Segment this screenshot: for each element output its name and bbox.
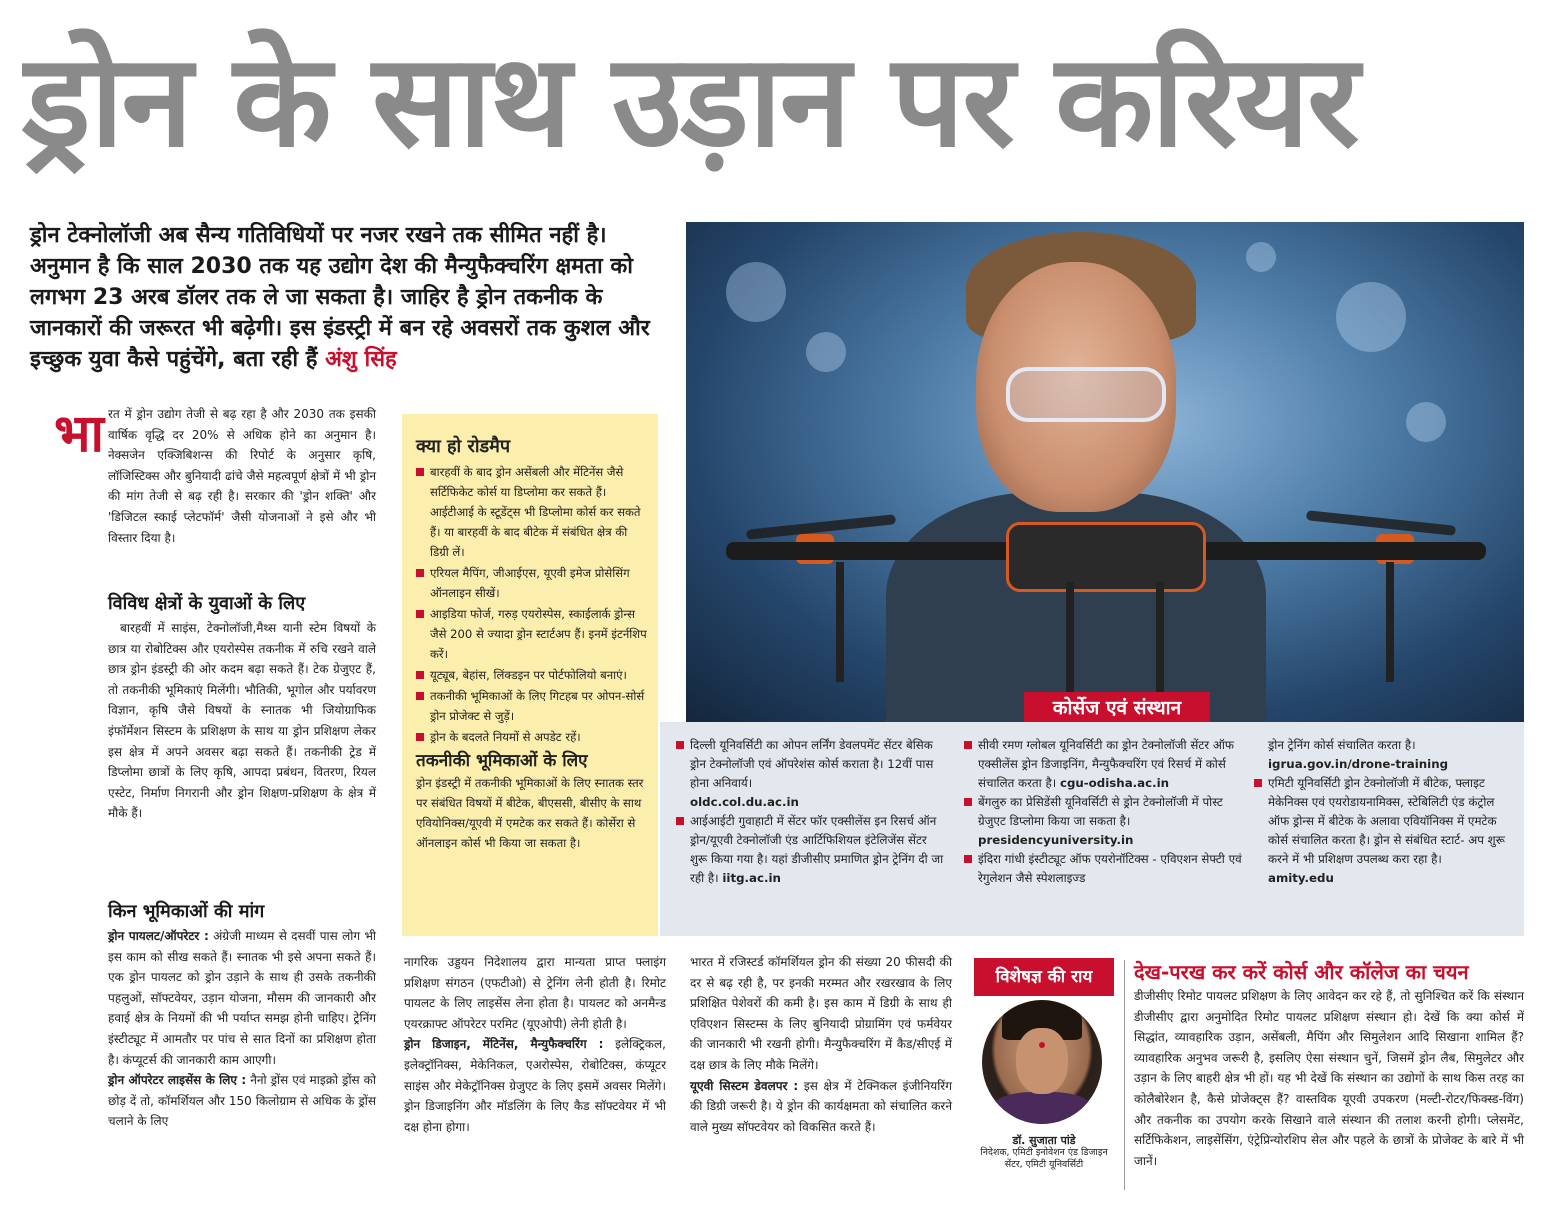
courses-col-2 xyxy=(964,736,1244,888)
uav-role-text: इस क्षेत्र में टेक्निकल इंजीनियरिंग की डिग्री जरूरी है। ये ड्रोन की कार्यक्षमता को संचालित करने वाले मुख्य सॉफ्टवेयर को विकसित करते हैं। xyxy=(690,1078,952,1134)
dropcap: भा xyxy=(54,404,105,464)
advice-title: देख-परख कर करें कोर्स और कॉलेज का चयन xyxy=(1134,960,1469,984)
roadmap-item: तकनीकी भूमिकाओं के लिए गिटहब पर ओपन-सोर्स ड्रोन प्रोजेक्ट से जुड़ें। xyxy=(416,686,648,726)
courses-box xyxy=(660,722,1524,936)
roadmap-box xyxy=(402,414,658,936)
bottom-column-2 xyxy=(404,952,666,1137)
role-pilot xyxy=(108,926,376,1070)
course-item xyxy=(1254,736,1516,774)
headline: ड्रोन के साथ उड़ान पर करियर xyxy=(22,27,1358,176)
courses-col-1 xyxy=(676,736,946,888)
course-url: amity.edu xyxy=(1268,871,1334,885)
section-roles xyxy=(108,898,376,1132)
advice-text: डीजीसीए रिमोट पायलट प्रशिक्षण के लिए आवेदन कर रहे हैं, तो सुनिश्चित करें कि संस्थान डीजीसीए द्वारा अनुमोदित रिमोट पायलट प्रशिक्षण संस्थान हो। देखें कि क्या कोर्स में सिद्धांत, व्यावहारिक उड़ान, असेंबली, मैपिंग और सिमुलेशन आदि सिखाना शामिल हैं? व्यावहारिक अनुभव जरूरी है, इसलिए ऐसा संस्थान चुनें, जिसमें ड्रोन लैब, सिमुलेटर और उड़ान के लिए बाहरी क्षेत्र भी हों। यह भी देखें कि संस्थान का उद्योगों के साथ किस तरह का कोलैबोरेशन है, कैसे प्रोजेक्ट्स हैं? वास्तविक यूएवी उपकरण (मल्टी-रोटर/फिक्स्ड-विंग) और तकनीक का उपयोग करके सिखाने वाले संस्थान की तलाश करनी होगी। प्लेसमेंट, सर्टिफिकेशन, लाइसेंसिंग, एंट्रेप्रिन्योरशिप सेल और पहले के छात्रों के प्रोजेक्ट के बारे में भी जानें। xyxy=(1134,989,1524,1168)
lead-paragraph xyxy=(108,404,376,548)
roadmap-title: क्या हो रोडमैप xyxy=(416,436,511,457)
bottom-column-3 xyxy=(690,952,952,1137)
bottom-col3-p2 xyxy=(690,1076,952,1138)
course-url: igrua.gov.in/drone-training xyxy=(1268,757,1449,771)
roadmap-item: ड्रोन के बदलते नियमों से अपडेट रहें। xyxy=(416,727,648,747)
divider xyxy=(1124,960,1125,1190)
bottom-col2-p2 xyxy=(404,1034,666,1137)
courses-col-3 xyxy=(1254,736,1516,888)
section-youth-text: बारहवीं में साइंस, टेक्नोलॉजी,मैथ्स यानी स्टेम विषयों के छात्र या रोबोटिक्स और एयरोस्पेस तकनीक में रुचि रखने वाले छात्र ड्रोन इंडस्ट्री की ओर कदम बढ़ा सकते हैं। टेक ग्रेजुएट हैं, तो तकनीकी भूमिकाएं मिलेंगी। भौतिकी, भूगोल और पर्यावरण विज्ञान, कृषि जैसे विषयों के स्नातक भी जियोग्राफिक इंफॉर्मेशन सिस्टम के प्रशिक्षण के साथ या ड्रोन प्रशिक्षण लेकर इस क्षेत्र में अपने अवसर बढ़ा सकते हैं। तकनीकी ट्रेड में डिप्लोमा छात्रों के लिए कृषि, आपदा प्रबंधन, वितरण, रियल एस्टेट, निर्माण निगरानी और ड्रोन शिक्षण-प्रशिक्षण के क्षेत्र में मौके हैं। xyxy=(108,621,376,821)
role-license-lead: ड्रोन ऑपरेटर लाइसेंस के लिए : xyxy=(108,1073,247,1088)
course-text: दिल्ली यूनिवर्सिटी का ओपन लर्निंग डेवलपमेंट सेंटर बेसिक ड्रोन टेक्नोलॉजी एवं ऑपरेशंस कोर्स कराता है। 12वीं पास होना अनिवार्य। xyxy=(690,738,934,790)
roadmap-item: एरियल मैपिंग, जीआईएस, यूएवी इमेज प्रोसेसिंग ऑनलाइन सीखें। xyxy=(416,563,648,603)
course-url: oldc.col.du.ac.in xyxy=(690,795,799,809)
role-license-text: नैनो ड्रोंस एवं माइक्रो ड्रोंस को छोड़ दें तो, कॉमर्शियल और 150 किलोग्राम से अधिक के ड्रोंस चलाने के लिए xyxy=(108,1073,376,1129)
roadmap-item: आइडिया फोर्ज, गरुड़ एयरोस्पेस, स्काईलार्क ड्रोन्स जैसे 200 से ज्यादा ड्रोन स्टार्टअप हैं। इनमें इंटर्नशिप करें। xyxy=(416,604,648,664)
design-role-lead: ड्रोन डिजाइन, मेंटिनेंस, मैन्युफैक्चरिंग : xyxy=(404,1037,604,1052)
expert-name: डॉ. सुजाता पांडे xyxy=(1012,1134,1076,1147)
intro-text: ड्रोन टेक्नोलॉजी अब सैन्य गतिविधियों पर नजर रखने तक सीमित नहीं है। अनुमान है कि साल 2030 तक यह उद्योग देश की मैन्युफैक्चरिंग क्षमता को लगभग 23 अरब डॉलर तक ले जा सकता है। जाहिर है ड्रोन तकनीक के जानकारों की जरूरत भी बढ़ेगी। इस इंडस्ट्री में बन रहे अवसरों तक कुशल और इच्छुक युवा कैसे पहुंचेंगे, बता रही हैं xyxy=(30,223,650,372)
role-pilot-text: अंग्रेजी माध्यम से दसवीं पास लोग भी इस काम को सीख सकते हैं। स्नातक भी इसे अपना सकते हैं। एक ड्रोन पायलट को ड्रोन उड़ाने के साथ ही उसके तकनीकी पहलुओं, सॉफ्टवेयर, उड़ान योजना, मौसम की जानकारी और हवाई क्षेत्र के नियमों की भी पर्याप्त समझ होनी चाहिए। ट्रेनिंग इंस्टीट्यूट में आमतौर पर पांच से सात दिनों का प्रशिक्षण होता है। कंप्यूटर्स की जानकारी काम आएगी। xyxy=(108,929,376,1067)
section-roles-title: किन भूमिकाओं की मांग xyxy=(108,901,265,922)
section-youth xyxy=(108,590,376,824)
course-item xyxy=(676,812,946,888)
course-item xyxy=(964,793,1244,850)
drone-photo xyxy=(686,222,1524,722)
roadmap-list xyxy=(416,462,648,747)
author-name: अंशु सिंह xyxy=(325,347,397,372)
design-role-text: इलेक्ट्रिकल, इलेक्ट्रॉनिक्स, मेकेनिकल, एअरोस्पेस, रोबोटिक्स, कंप्यूटर साइंस और मेकेट्रॉनिक्स ग्रेजुएट के लिए इसमें अवसर मिलेंगे। ड्रोन डिजाइनिंग और मॉडलिंग के लिए कैड सॉफ्टवेयर में भी दक्ष होना होगा। xyxy=(404,1037,666,1134)
course-url: iitg.ac.in xyxy=(722,871,781,885)
course-text: इंदिरा गांधी इंस्टीट्यूट ऑफ एयरोनॉटिक्स - एविएशन सेफ्टी एवं रेगुलेशन जैसे स्पेशलाइज्ड xyxy=(978,852,1242,885)
role-pilot-lead: ड्रोन पायलट/ऑपरेटर : xyxy=(108,929,209,943)
tech-roles-text: ड्रोन इंडस्ट्री में तकनीकी भूमिकाओं के लिए स्नातक स्तर पर संबंधित विषयों में बीटेक, बीएससी, बीसीए के साथ एवियोनिक्स/यूएवी में एमटेक कर सकते हैं। कोर्सेरा से ऑनलाइन कोर्स भी किया जा सकता है। xyxy=(416,776,644,850)
expert-designation: निदेशक, एमिटी इनोवेशन एंड डिजाइन सेंटर, एमिटी यूनिवर्सिटी xyxy=(980,1147,1108,1170)
course-item xyxy=(1254,774,1516,888)
course-text: आईआईटी गुवाहाटी में सेंटर फॉर एक्सीलेंस इन रिसर्च ऑन ड्रोन/यूएवी टेक्नोलॉजी एंड आर्टिफिशियल इंटेलिजेंस सेंटर शुरू किया गया है। यहां डीजीसीए प्रमाणित ड्रोन ट्रेनिंग दी जा रही है। xyxy=(690,814,944,885)
bottom-col2-p1: नागरिक उड्डयन निदेशालय द्वारा मान्यता प्राप्त फ्लाइंग प्रशिक्षण संगठन (एफटीओ) से ट्रेनिंग लेनी होती है। रिमोट पायलट के लिए लाइसेंस लेना होता है। पायलट को अनमैन्ड एयरक्राफ्ट ऑपरेटर परमिट (यूएओपी) लेनी होती है। xyxy=(404,955,666,1031)
roadmap-item: यूट्यूब, बेहांस, लिंक्डइन पर पोर्टफोलियो बनाएं। xyxy=(416,665,648,685)
course-url: cgu-odisha.ac.in xyxy=(1059,776,1170,790)
lead-text: रत में ड्रोन उद्योग तेजी से बढ़ रहा है और 2030 तक इसकी वार्षिक वृद्धि दर 20% से अधिक होने का अनुमान है। नेक्सजेन एक्जिबिशन्स की रिपोर्ट के अनुसार कृषि, लॉजिस्टिक्स और बुनियादी ढांचे जैसे महत्वपूर्ण क्षेत्रों में भी ड्रोन की मांग तेजी से बढ़ रही है। सरकार की 'ड्रोन शक्ति' और 'डिजिटल स्काई प्लेटफॉर्म' जैसी योजनाओं ने इसे और भी विस्तार दिया है। xyxy=(108,407,376,545)
uav-role-lead: यूएवी सिस्टम डेवलपर : xyxy=(690,1078,799,1093)
course-text: सीवी रमण ग्लोबल यूनिवर्सिटी का ड्रोन टेक्नोलॉजी सेंटर ऑफ एक्सीलेंस ड्रोन डिजाइनिंग, मैन्युफैक्चरिंग एवं रिसर्च में कोर्स संचालित करता है। xyxy=(978,738,1235,790)
course-text: ड्रोन ट्रेनिंग कोर्स संचालित करता है। xyxy=(1268,738,1416,752)
bottom-col3-p1: भारत में रजिस्टर्ड कॉमर्शियल ड्रोन की संख्या 20 फीसदी की दर से बढ़ रही है, पर इनकी मरम्मत और रखरखाव के लिए प्रशिक्षित पेशेवरों की कमी है। इस काम में डिग्री के साथ ही एविएशन सिस्टम्स के लिए बुनियादी प्रोग्रामिंग एवं फर्मवेयर की जानकारी भी रखनी होगी। मैन्युफैक्चरिंग में कैड/सीएई में दक्ष छात्र के लिए मौके मिलेंगे। xyxy=(690,955,952,1072)
expert-opinion-tag: विशेषज्ञ की राय xyxy=(974,958,1114,996)
expert-avatar xyxy=(982,1000,1102,1124)
courses-label: कोर्सेज एवं संस्थान xyxy=(1024,692,1210,722)
section-youth-title: विविध क्षेत्रों के युवाओं के लिए xyxy=(108,593,306,614)
course-item xyxy=(964,736,1244,793)
role-license xyxy=(108,1070,376,1132)
course-item xyxy=(964,850,1244,888)
course-url: presidencyuniversity.in xyxy=(978,833,1134,847)
tech-roles-title: तकनीकी भूमिकाओं के लिए xyxy=(416,751,588,771)
roadmap-item: बारहवीं के बाद ड्रोन असेंबली और मेंटिनेंस जैसे सर्टिफिकेट कोर्स या डिप्लोमा कर सकते हैं। आईटीआई के स्टूडेंट्स भी डिप्लोमा कोर्स कर सकते हैं। या बारहवीं के बाद बीटेक में संबंधित क्षेत्र की डिग्री लें। xyxy=(416,462,648,562)
advice-section xyxy=(1134,958,1524,1171)
course-text: बेंगलुरु का प्रेसिडेंसी यूनिवर्सिटी से ड्रोन टेक्नोलॉजी में पोस्ट ग्रेजुएट डिप्लोमा किया जा सकता है। xyxy=(978,795,1223,828)
expert-caption xyxy=(974,1134,1114,1171)
intro-paragraph xyxy=(30,220,670,375)
course-item xyxy=(676,736,946,812)
course-text: एमिटी यूनिवर्सिटी ड्रोन टेक्नोलॉजी में बीटेक, फ्लाइट मेकेनिक्स एवं एयरोडायनामिक्स, स्टेबिलिटी एंड कंट्रोल ऑफ ड्रोन्स में बीटेक के अलावा एवियॉनिक्स में एमटेक कोर्स संचालित करता है। ड्रोन से संबंधित स्टार्ट- अप शुरू करने में भी प्रशिक्षण उपलब्ध करा रहा है। xyxy=(1268,776,1505,866)
